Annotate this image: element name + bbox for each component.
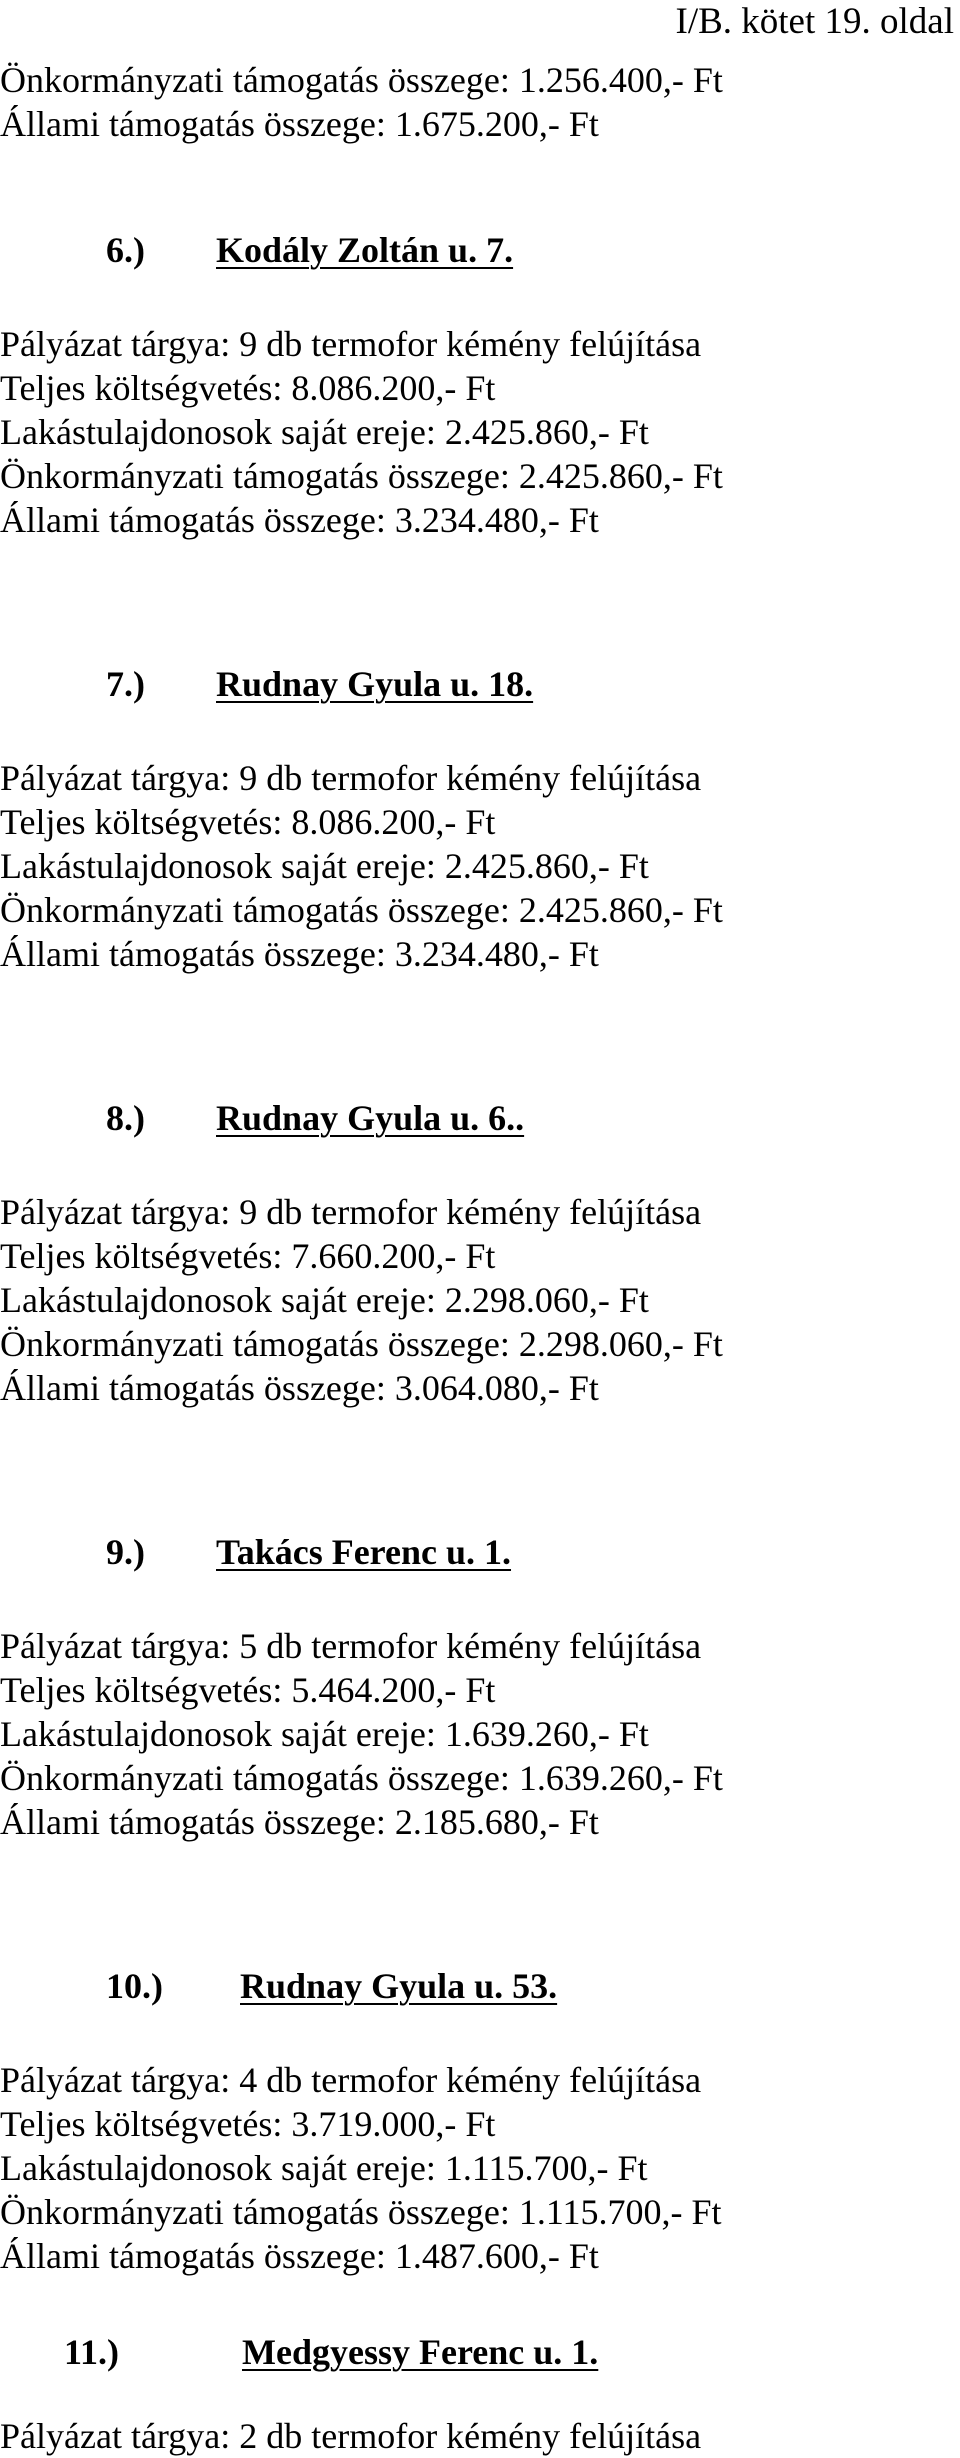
section-line: Lakástulajdonosok saját ereje: 1.115.700,- Ft: [0, 2148, 648, 2188]
intro-line: Önkormányzati támogatás összege: 1.256.400,- Ft: [0, 60, 723, 100]
section-line: Pályázat tárgya: 2 db termofor kémény felújítása: [0, 2416, 702, 2456]
section-heading: [0, 228, 723, 272]
section-line: Pályázat tárgya: 9 db termofor kémény felújítása: [0, 324, 702, 364]
intro-line: Állami támogatás összege: 1.675.200,- Ft: [0, 104, 599, 144]
section-line: Állami támogatás összege: 1.487.600,- Ft: [0, 2236, 599, 2276]
section-line: Önkormányzati támogatás összege: 2.425.860,- Ft: [0, 890, 723, 930]
section-line: Teljes költségvetés: 7.660.200,- Ft: [0, 1236, 496, 1276]
section-line: Teljes költségvetés: 5.464.200,- Ft: [0, 1670, 496, 1710]
section-10: [0, 1964, 722, 2278]
section-line: Teljes költségvetés: 8.086.200,- Ft: [0, 802, 496, 842]
section-line: Pályázat tárgya: 9 db termofor kémény felújítása: [0, 1192, 702, 1232]
section-line: Lakástulajdonosok saját ereje: 2.425.860,- Ft: [0, 846, 649, 886]
section-address: Medgyessy Ferenc u. 1.: [242, 2332, 599, 2372]
section-line: Pályázat tárgya: 4 db termofor kémény felújítása: [0, 2060, 702, 2100]
section-address: Kodály Zoltán u. 7.: [216, 230, 514, 270]
page-header: I/B. kötet 19. oldal: [675, 1, 954, 42]
section-line: Pályázat tárgya: 5 db termofor kémény felújítása: [0, 1626, 702, 1666]
section-6: [0, 228, 723, 542]
section-number: 6.): [106, 230, 145, 270]
section-line: Állami támogatás összege: 2.185.680,- Ft: [0, 1802, 599, 1842]
section-8: [0, 1096, 723, 1410]
section-number: 7.): [106, 664, 145, 704]
section-line: Önkormányzati támogatás összege: 1.639.260,- Ft: [0, 1758, 723, 1798]
section-line: Pályázat tárgya: 9 db termofor kémény felújítása: [0, 758, 702, 798]
section-line: Teljes költségvetés: 8.086.200,- Ft: [0, 368, 496, 408]
section-line: Teljes költségvetés: 3.719.000,- Ft: [0, 2104, 496, 2144]
section-heading: [0, 1096, 723, 1140]
intro-block: [0, 58, 723, 146]
section-7: [0, 662, 723, 976]
section-heading: [0, 2330, 701, 2374]
section-address: Rudnay Gyula u. 53.: [240, 1966, 558, 2006]
section-number: 9.): [106, 1532, 145, 1572]
section-line: Lakástulajdonosok saját ereje: 2.425.860,- Ft: [0, 412, 649, 452]
section-line: Állami támogatás összege: 3.234.480,- Ft: [0, 500, 599, 540]
section-number: 10.): [106, 1966, 163, 2006]
section-number: 8.): [106, 1098, 145, 1138]
section-line: Állami támogatás összege: 3.234.480,- Ft: [0, 934, 599, 974]
section-line: Állami támogatás összege: 3.064.080,- Ft: [0, 1368, 599, 1408]
section-address: Takács Ferenc u. 1.: [216, 1532, 512, 1572]
section-line: Önkormányzati támogatás összege: 2.425.860,- Ft: [0, 456, 723, 496]
section-heading: [0, 1530, 723, 1574]
section-heading: [0, 1964, 722, 2008]
section-number: 11.): [64, 2332, 120, 2372]
section-address: Rudnay Gyula u. 6..: [216, 1098, 525, 1138]
section-9: [0, 1530, 723, 1844]
section-heading: [0, 662, 723, 706]
section-11: [0, 2330, 701, 2458]
section-line: Lakástulajdonosok saját ereje: 2.298.060,- Ft: [0, 1280, 649, 1320]
section-line: Lakástulajdonosok saját ereje: 1.639.260,- Ft: [0, 1714, 649, 1754]
section-line: Önkormányzati támogatás összege: 2.298.060,- Ft: [0, 1324, 723, 1364]
section-address: Rudnay Gyula u. 18.: [216, 664, 534, 704]
section-line: Önkormányzati támogatás összege: 1.115.700,- Ft: [0, 2192, 722, 2232]
